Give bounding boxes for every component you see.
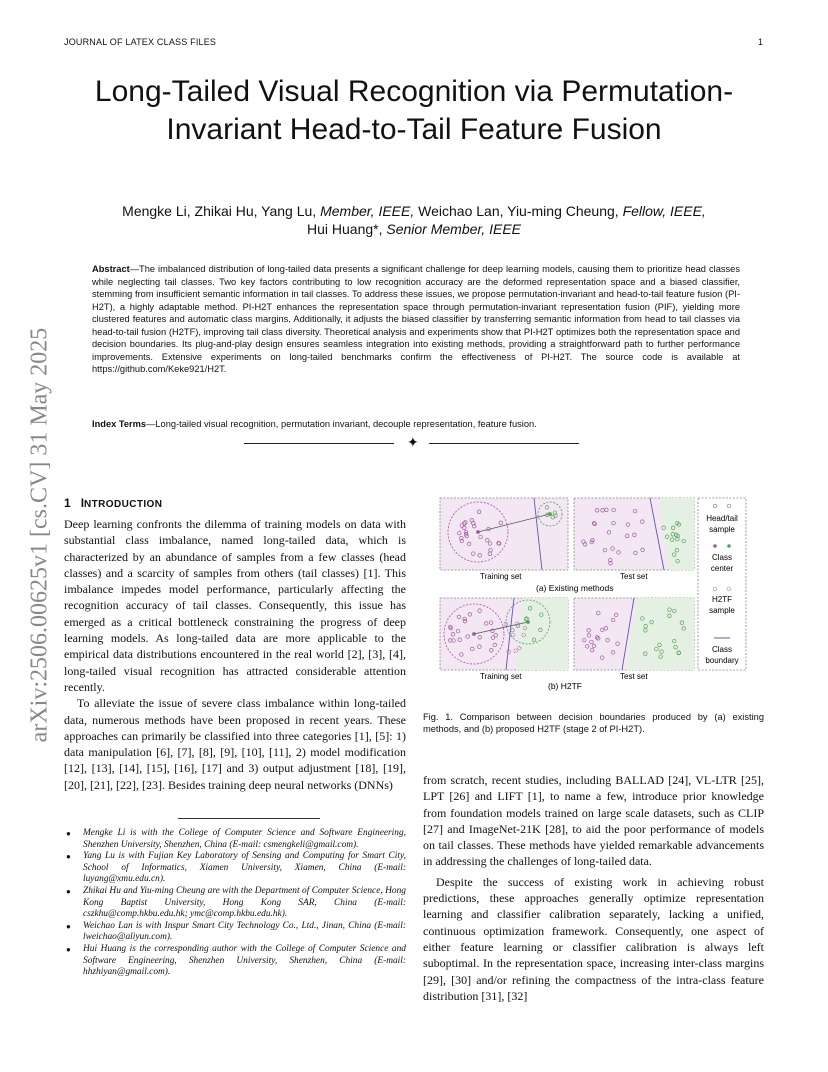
journal-header: JOURNAL OF LATEX CLASS FILES — [64, 37, 217, 47]
figure-1 — [438, 492, 750, 702]
footnote — [64, 886, 406, 921]
training-set-a-label: Training set — [480, 572, 522, 581]
index-terms — [92, 418, 740, 431]
footnote — [64, 828, 406, 851]
right-column — [423, 772, 764, 1004]
training-set-b-label: Training set — [480, 672, 522, 681]
authors-line1-c: Weichao Lan, Yiu-ming Cheung, — [414, 203, 623, 219]
divider-line-left — [244, 443, 394, 444]
subcaption-b: (b) H2TF — [548, 681, 582, 691]
authors-line1-a: Mengke Li, Zhikai Hu, Yang Lu, — [122, 203, 321, 219]
section-title-rest: NTRODUCTION — [84, 499, 163, 510]
paragraph: Despite the success of existing work in achieving robust predictions, these approaches generally optimize representation learning and classifier calibration separately, lacking a unified, continuous optimization framework. Consequently, one aspect of either feature learning or classifier calibration is always left suboptimal. In the representation space, increasing inter-class margins [29], [30] and/or refining the compactness of the intra-class feature distribution [31], [32] — [423, 874, 764, 1003]
footnote — [64, 944, 406, 979]
legend-h2tf-2: sample — [709, 606, 735, 615]
class-center-point — [548, 512, 552, 516]
section-heading — [64, 496, 162, 510]
authors-line2-a: Hui Huang*, — [306, 221, 387, 237]
class-center-point — [476, 530, 480, 534]
footnote — [64, 921, 406, 944]
section-title-first: I — [80, 496, 85, 510]
figure-caption: Fig. 1. Comparison between decision boundaries produced by (a) existing methods, and (b) proposed H2TF (stage 2 of PI-H2T). — [423, 712, 764, 735]
test-set-b-tail-region — [626, 598, 694, 670]
authors-line2-b: Senior Member, IEEE — [386, 221, 521, 237]
legend-class-center-1: Class — [711, 553, 733, 562]
author-list — [80, 202, 748, 238]
footnote — [64, 851, 406, 886]
paragraph: from scratch, recent studies, including BALLAD [24], VL-LTR [25], LPT [26] and LIFT [1], to name a few, introduce prior knowledge from foundation models trained on large scale datasets, such as CLIP [27] and ImageNet-21K [28], to aid the poor performance of models on tail classes. These methods have yielded remarkable advancements in addressing the challenges of long-tailed data. — [423, 773, 764, 869]
bullet-icon: ● — [66, 886, 71, 896]
legend-boundary-2: boundary — [705, 656, 739, 665]
section-divider — [244, 434, 584, 454]
divider-diamond-icon: ✦ — [407, 436, 419, 451]
bullet-icon: ● — [66, 944, 71, 954]
test-set-b-label: Test set — [620, 672, 648, 681]
legend-class-center-2: center — [710, 564, 734, 573]
authors-line1-b: Member, IEEE, — [320, 203, 415, 219]
bullet-icon: ● — [66, 921, 71, 931]
head-center-icon — [713, 544, 717, 548]
index-terms-label: Index Terms — [92, 419, 147, 429]
bullet-icon: ● — [66, 829, 71, 838]
page-number: 1 — [758, 37, 764, 47]
class-center-point — [526, 620, 530, 624]
abstract-text: —The imbalanced distribution of long-tailed data presents a significant challenge for deep learning models, causing them to prioritize head classes while neglecting tail classes. Two key factors contributing to low recognition accuracy are the deformed representation space and a biased classifier, stemming from insufficient semantic information in tail classes. To address these issues, we propose permutation-invariant and head-to-tail feature fusion (PI-H2T), a highly adaptable method. PI-H2T enhances the representation space through permutation-invariant representation fusion (PIF), yielding more clustered features and automatic class margins. Additionally, it adjusts the biased classifier by transferring semantic information from head to tail classes via head-to-tail fusion (H2TF), improving tail class diversity. Theoretical analysis and experiments show that PI-H2T optimizes both the representation space and decision boundaries. Its plug-and-play design ensures seamless integration into existing methods, providing a straightforward path to further performance improvements. Extensive experiments on long-tailed benchmarks confirm the effectiveness of PI-H2T. The source code is available at https://github.com/Keke921/H2T. — [92, 264, 740, 375]
left-column — [64, 516, 406, 793]
authors-line1-d: Fellow, IEEE, — [622, 203, 706, 219]
footnote-text: Weichao Lan is with Inspur Smart City Technology Co., Ltd., Jinan, China (E-mail: lweichao@aliyun.com). — [83, 920, 406, 943]
tail-center-icon — [727, 544, 731, 548]
class-center-point — [472, 632, 476, 636]
legend-head-tail-2: sample — [709, 525, 735, 534]
divider-line-right — [429, 443, 579, 444]
legend-boundary-1: Class — [711, 645, 733, 654]
footnote-rule — [178, 818, 320, 819]
footnote-text: Yang Lu is with Fujian Key Laboratory of Sensing and Computing for Smart City, School of Informatics, Xiamen University, Xiamen, China (E-mail: luyang@xmu.edu.cn). — [83, 851, 406, 885]
index-terms-text: —Long-tailed visual recognition, permutation invariant, decouple representation, feature fusion. — [146, 419, 537, 429]
footnote-text: Mengke Li is with the College of Computer Science and Software Engineering, Shenzhen University, Shenzhen, China (E-mail: csmengkeli@gmail.com). — [83, 828, 406, 850]
footnotes — [64, 828, 406, 979]
paragraph: Deep learning confronts the dilemma of training models on data with substantial class imbalance, named long-tailed data, which is characterized by an abundance of samples from a few classes (head classes) and a scarcity of samples from others (tail classes) [1]. This imbalance impedes model performance, particularly affecting the recognition accuracy of tail classes. Consequently, this issue has emerged as a critical bottleneck constraining the progress of deep learning models. As long-tailed data are more applicable to the empirical data distributions encountered in the real world [2], [3], [4], long-tailed visual recognition has attracted considerable attention recently. — [64, 517, 406, 694]
paragraph: To alleviate the issue of severe class imbalance within long-tailed data, numerous methods have been proposed in recent years. These approaches can primarily be classified into three categories [1], [5]: 1) data manipulation [6], [7], [8], [9], [10], [11], 2) model modification [12], [13], [14], [15], [16], [17] and 3) output adjustment [18], [19], [20], [21], [22], [23]. Besides training deep neural networks (DNNs) — [64, 696, 406, 792]
legend-head-tail-1: Head/tail — [706, 514, 738, 523]
footnote-text: Hui Huang is the corresponding author with the College of Computer Science and Software Engineering, Shenzhen University, Shenzhen, China (E-mail: hhzhiyan@gmail.com). — [83, 943, 406, 978]
arxiv-stamp — [20, 295, 60, 775]
training-set-b-tail-region — [516, 598, 568, 670]
figure-1-diagram — [438, 492, 750, 702]
abstract-label: Abstract — [92, 264, 130, 274]
abstract — [92, 263, 740, 376]
arxiv-stamp-text: arXiv:2506.00625v1 [cs.CV] 31 May 2025 — [26, 327, 53, 743]
bullet-icon: ● — [66, 852, 71, 862]
paper-title: Long-Tailed Visual Recognition via Permutation-Invariant Head-to-Tail Feature Fusion — [94, 75, 734, 146]
footnote-text: Zhikai Hu and Yiu-ming Cheung are with the Department of Computer Science, Hong Kong Baptist University, Hong Kong SAR, China (E-mail: cszkhu@comp.hkbu.edu.hk; ymc@comp.hkbu.edu.hk). — [83, 885, 406, 920]
legend-h2tf-1: H2TF — [712, 595, 732, 604]
test-set-a-label: Test set — [620, 572, 648, 581]
section-number: 1 — [64, 496, 71, 510]
subcaption-a: (a) Existing methods — [536, 583, 614, 593]
